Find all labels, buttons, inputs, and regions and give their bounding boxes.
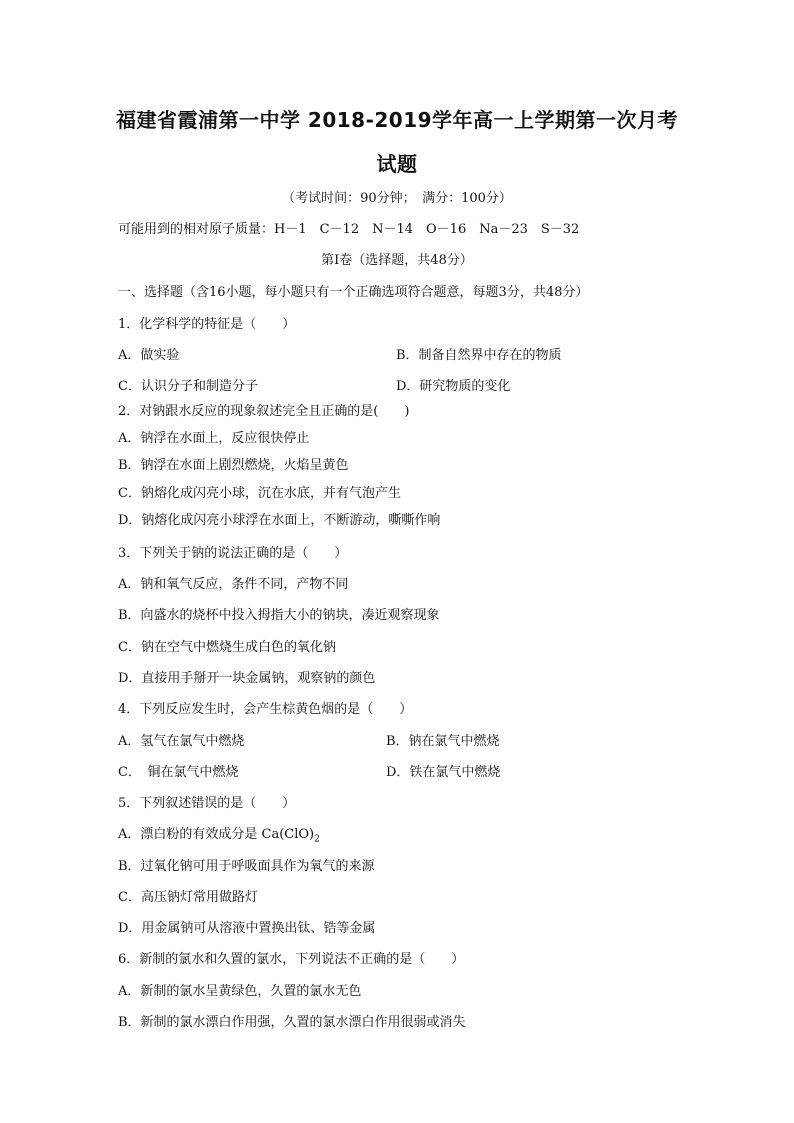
question-3-option-c: C．钠在空气中燃烧生成白色的氧化钠 — [118, 640, 336, 655]
question-5-option-c: C．高压钠灯常用做路灯 — [118, 890, 258, 905]
question-1-option-b: B．制备自然界中存在的物质 — [396, 348, 562, 363]
question-5-option-a — [118, 823, 320, 845]
question-6-stem: 6．新制的氯水和久置的氯水，下列说法不正确的是（ ） — [118, 952, 465, 967]
exam-title-line2: 试题 — [376, 152, 418, 176]
question-5-stem: 5．下列叙述错误的是（ ） — [118, 796, 296, 811]
question-4-option-d: D．铁在氯气中燃烧 — [386, 765, 501, 780]
question-5-option-a-subscript: 2 — [314, 834, 320, 845]
question-6-option-b: B．新制的氯水漂白作用强，久置的氯水漂白作用很弱或消失 — [118, 1015, 466, 1030]
question-2-option-c: C．钠熔化成闪亮小球，沉在水底，并有气泡产生 — [118, 486, 401, 501]
volume-title: 第Ⅰ卷（选择题，共48分） — [321, 253, 473, 268]
question-5-option-a-text: A．漂白粉的有效成分是 Ca(ClO) — [118, 827, 315, 842]
question-4-option-b: B．钠在氯气中燃烧 — [386, 734, 500, 749]
question-6-option-a: A．新制的氯水呈黄绿色，久置的氯水无色 — [118, 984, 362, 999]
question-1-option-c: C．认识分子和制造分子 — [118, 379, 258, 394]
question-4-option-c: C． 铜在氯气中燃烧 — [118, 765, 239, 780]
question-4-option-a: A．氢气在氯气中燃烧 — [118, 734, 245, 749]
question-3-option-b: B．向盛水的烧杯中投入拇指大小的钠块，凑近观察现象 — [118, 608, 440, 623]
question-2-option-b: B．钠浮在水面上剧烈燃烧，火焰呈黄色 — [118, 458, 349, 473]
question-4-stem: 4．下列反应发生时，会产生棕黄色烟的是（ ） — [118, 702, 413, 717]
question-5-option-b: B．过氧化钠可用于呼吸面具作为氧气的来源 — [118, 859, 375, 874]
question-1-stem: 1．化学科学的特征是（ ） — [118, 317, 296, 332]
section-title: 一、选择题（含16小题，每小题只有一个正确选项符合题意，每题3分，共48分） — [118, 285, 589, 300]
question-5-option-d: D．用金属钠可从溶液中置换出钛、锆等金属 — [118, 921, 376, 936]
question-3-option-a: A．钠和氧气反应，条件不同，产物不同 — [118, 577, 349, 592]
exam-title: 福建省霞浦第一中学 2018-2019学年高一上学期第一次月考 — [115, 108, 679, 132]
exam-info: （考试时间：90分钟； 满分：100分） — [282, 191, 512, 206]
question-2-stem: 2．对钠跟水反应的现象叙述完全且正确的是( ) — [118, 404, 410, 419]
atomic-masses: 可能用到的相对原子质量：H－1 C－12 N－14 O－16 Na－23 S－32 — [118, 222, 580, 237]
question-3-option-d: D．直接用手掰开一块金属钠，观察钠的颜色 — [118, 671, 376, 686]
question-1-option-d: D．研究物质的变化 — [396, 379, 511, 394]
question-1-option-a: A．做实验 — [118, 348, 180, 363]
question-2-option-a: A．钠浮在水面上，反应很快停止 — [118, 431, 310, 446]
question-2-option-d: D．钠熔化成闪亮小球浮在水面上，不断游动，嘶嘶作响 — [118, 513, 441, 528]
question-3-stem: 3．下列关于钠的说法正确的是（ ） — [118, 546, 348, 561]
